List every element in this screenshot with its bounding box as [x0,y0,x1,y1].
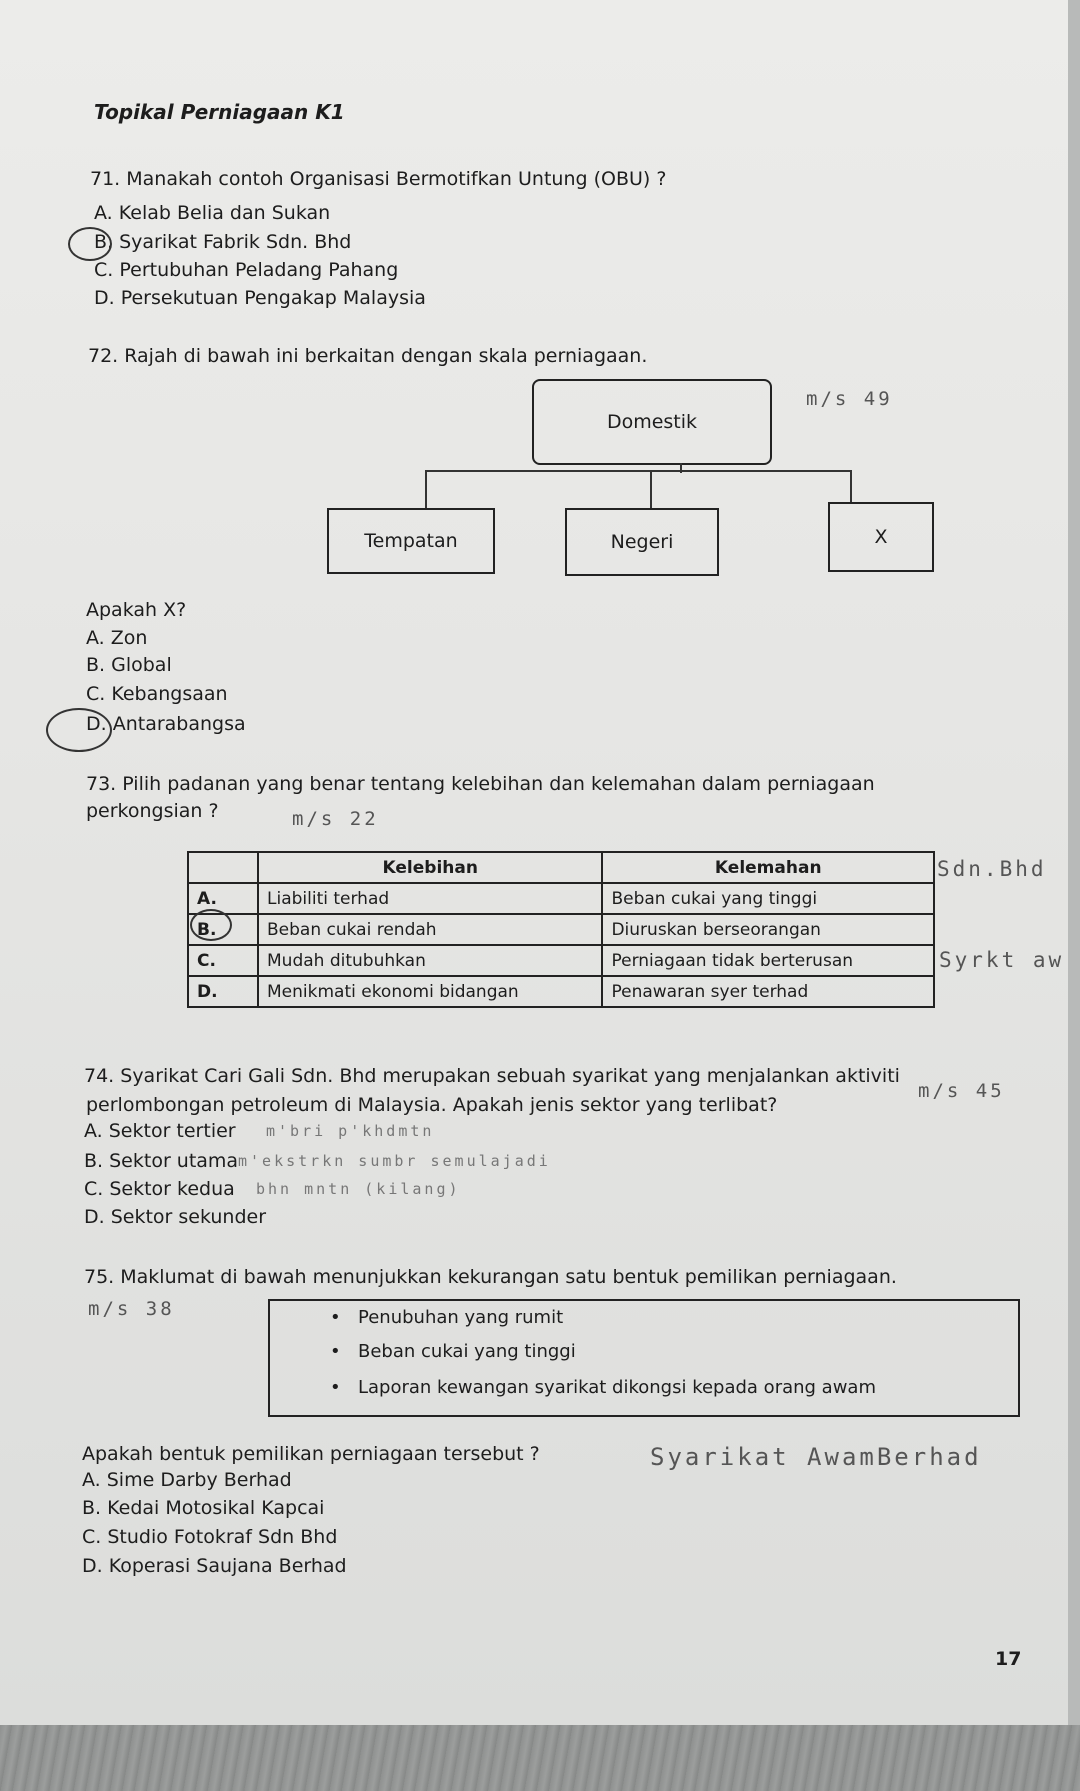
kelemahan-cell: Perniagaan tidak berterusan [602,945,934,976]
desk-surface [0,1725,1080,1791]
q75-answer-note: Syarikat AwamBerhad [650,1443,982,1471]
q74-question-line1: 74. Syarikat Cari Gali Sdn. Bhd merupakan sebuah syarikat yang menjalankan aktiviti [84,1065,900,1087]
page-title: Topikal Perniagaan K1 [94,100,345,124]
page-number: 17 [995,1648,1022,1670]
q71-option-d: D. Persekutuan Pengakap Malaysia [94,287,426,309]
q74-question-line2: perlombongan petroleum di Malaysia. Apakah jenis sektor yang terlibat? [86,1094,778,1116]
q74-option-a-note: m'bri p'khdmtn [266,1122,435,1140]
diagram-node-tempatan: Tempatan [327,508,495,574]
table-header-row [188,852,934,883]
diagram-node-domestik: Domestik [532,379,772,465]
q74-option-b-note: m'ekstrkn sumbr semulajadi [238,1152,551,1170]
kelebihan-cell: Menikmati ekonomi bidangan [258,976,602,1007]
q75-info-box [268,1299,1020,1417]
kelemahan-cell: Diuruskan berseorangan [602,914,934,945]
q71-question: 71. Manakah contoh Organisasi Bermotifkan Untung (OBU) ? [90,168,667,190]
diagram-connector [425,470,850,472]
q72-prompt: Apakah X? [86,599,187,621]
row-label: B. [188,914,258,945]
q74-handwritten-note: m/s 45 [918,1080,1005,1102]
column-header: Kelemahan [602,852,934,883]
kelebihan-cell: Liabiliti terhad [258,883,602,914]
q72-question: 72. Rajah di bawah ini berkaitan dengan skala perniagaan. [88,345,648,367]
kelemahan-cell: Penawaran syer terhad [602,976,934,1007]
q75-option-c: C. Studio Fotokraf Sdn Bhd [82,1526,338,1548]
info-bullet: • Laporan kewangan syarikat dikongsi kepada orang awam [358,1377,876,1398]
q73-handwritten-note-d: Syrkt aw [939,948,1065,972]
table-corner-cell [188,852,258,883]
table-row [188,914,934,945]
answer-circle [190,909,232,941]
kelebihan-kelemahan-table [187,851,935,1008]
q73-handwritten-note-a: Sdn.Bhd [937,857,1047,881]
q71-option-c: C. Pertubuhan Peladang Pahang [94,259,399,281]
q73-question-line1: 73. Pilih padanan yang benar tentang kelebihan dan kelemahan dalam perniagaan [86,773,875,795]
answer-circle [46,708,112,752]
diagram-node-x: X [828,502,934,572]
q75-prompt: Apakah bentuk pemilikan perniagaan tersebut ? [82,1443,540,1465]
q71-option-a: A. Kelab Belia dan Sukan [94,202,331,224]
q74-option-c: C. Sektor kedua [84,1178,235,1200]
kelemahan-cell: Beban cukai yang tinggi [602,883,934,914]
column-header: Kelebihan [258,852,602,883]
q71-option-b: B. Syarikat Fabrik Sdn. Bhd [94,231,352,253]
q74-option-c-note: bhn mntn (kilang) [256,1180,461,1198]
q72-option-b: B. Global [86,654,172,676]
q75-option-d: D. Koperasi Saujana Berhad [82,1555,347,1577]
q72-option-a: A. Zon [86,627,148,649]
q75-handwritten-note: m/s 38 [88,1298,175,1320]
kelebihan-cell: Mudah ditubuhkan [258,945,602,976]
q74-option-b: B. Sektor utama [84,1150,239,1172]
table-row [188,976,934,1007]
table-row [188,945,934,976]
q75-option-b: B. Kedai Motosikal Kapcai [82,1497,325,1519]
diagram-connector [850,470,852,502]
q72-option-d: D. Antarabangsa [86,713,246,735]
answer-circle [68,227,112,261]
diagram-connector [650,470,652,508]
q75-option-a: A. Sime Darby Berhad [82,1469,292,1491]
q73-question-line2: perkongsian ? [86,800,219,822]
kelebihan-cell: Beban cukai rendah [258,914,602,945]
info-bullet: • Penubuhan yang rumit [358,1307,563,1328]
diagram-node-negeri: Negeri [565,508,719,576]
diagram-connector [425,470,427,508]
q72-handwritten-note: m/s 49 [806,388,893,410]
row-label: D. [188,976,258,1007]
table-row [188,883,934,914]
row-label: A. [188,883,258,914]
q72-option-c: C. Kebangsaan [86,683,228,705]
q74-option-a: A. Sektor tertier [84,1120,236,1142]
q74-option-d: D. Sektor sekunder [84,1206,267,1228]
page-edge [1068,0,1080,1725]
info-bullet: • Beban cukai yang tinggi [358,1341,576,1362]
row-label: C. [188,945,258,976]
q75-question: 75. Maklumat di bawah menunjukkan kekurangan satu bentuk pemilikan perniagaan. [84,1266,897,1288]
q73-handwritten-note: m/s 22 [292,808,379,830]
